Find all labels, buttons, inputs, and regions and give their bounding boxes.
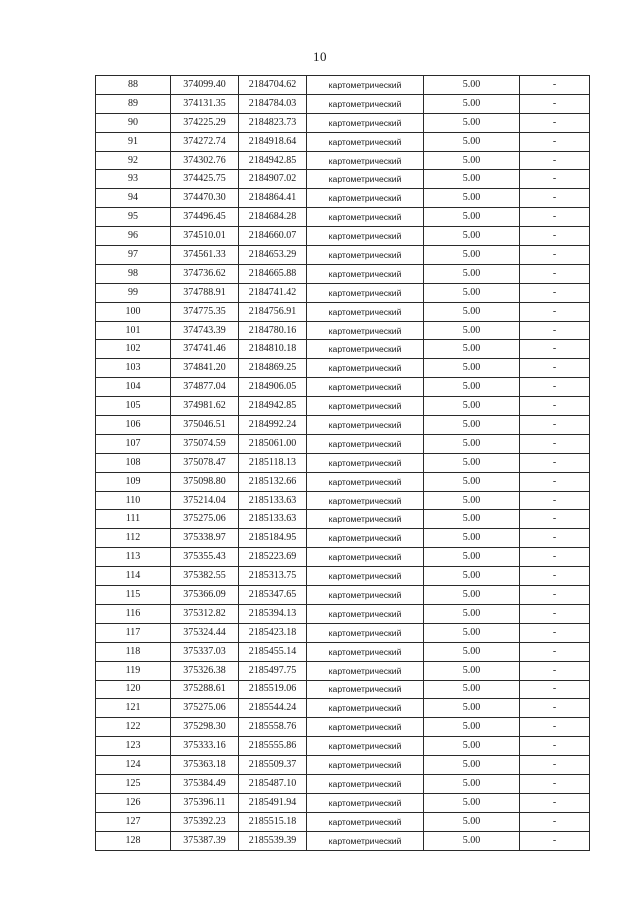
x-coordinate-cell: 375288.61 bbox=[171, 680, 239, 699]
point-number-cell: 114 bbox=[96, 567, 171, 586]
point-number-cell: 118 bbox=[96, 642, 171, 661]
accuracy-cell: 5.00 bbox=[424, 453, 520, 472]
description-cell: - bbox=[520, 491, 590, 510]
method-cell: картометрический bbox=[307, 434, 424, 453]
x-coordinate-cell: 375275.06 bbox=[171, 510, 239, 529]
x-coordinate-cell: 375384.49 bbox=[171, 774, 239, 793]
y-coordinate-cell: 2185118.13 bbox=[239, 453, 307, 472]
description-cell: - bbox=[520, 586, 590, 605]
accuracy-cell: 5.00 bbox=[424, 302, 520, 321]
table-row bbox=[96, 340, 590, 359]
x-coordinate-cell: 375366.09 bbox=[171, 586, 239, 605]
table-row bbox=[96, 378, 590, 397]
accuracy-cell: 5.00 bbox=[424, 567, 520, 586]
accuracy-cell: 5.00 bbox=[424, 434, 520, 453]
point-number-cell: 89 bbox=[96, 94, 171, 113]
coordinates-table-body bbox=[96, 76, 590, 851]
point-number-cell: 95 bbox=[96, 208, 171, 227]
x-coordinate-cell: 375355.43 bbox=[171, 548, 239, 567]
y-coordinate-cell: 2185394.13 bbox=[239, 604, 307, 623]
point-number-cell: 108 bbox=[96, 453, 171, 472]
x-coordinate-cell: 375214.04 bbox=[171, 491, 239, 510]
description-cell: - bbox=[520, 264, 590, 283]
method-cell: картометрический bbox=[307, 264, 424, 283]
accuracy-cell: 5.00 bbox=[424, 246, 520, 265]
point-number-cell: 120 bbox=[96, 680, 171, 699]
description-cell: - bbox=[520, 680, 590, 699]
table-row bbox=[96, 567, 590, 586]
table-row bbox=[96, 642, 590, 661]
y-coordinate-cell: 2184653.29 bbox=[239, 246, 307, 265]
description-cell: - bbox=[520, 510, 590, 529]
accuracy-cell: 5.00 bbox=[424, 321, 520, 340]
table-row bbox=[96, 718, 590, 737]
x-coordinate-cell: 374425.75 bbox=[171, 170, 239, 189]
accuracy-cell: 5.00 bbox=[424, 756, 520, 775]
method-cell: картометрический bbox=[307, 491, 424, 510]
method-cell: картометрический bbox=[307, 302, 424, 321]
point-number-cell: 119 bbox=[96, 661, 171, 680]
coordinates-table bbox=[95, 75, 590, 851]
point-number-cell: 90 bbox=[96, 113, 171, 132]
method-cell: картометрический bbox=[307, 756, 424, 775]
x-coordinate-cell: 375298.30 bbox=[171, 718, 239, 737]
accuracy-cell: 5.00 bbox=[424, 264, 520, 283]
y-coordinate-cell: 2185133.63 bbox=[239, 491, 307, 510]
x-coordinate-cell: 375396.11 bbox=[171, 793, 239, 812]
method-cell: картометрический bbox=[307, 113, 424, 132]
point-number-cell: 92 bbox=[96, 151, 171, 170]
point-number-cell: 93 bbox=[96, 170, 171, 189]
method-cell: картометрический bbox=[307, 94, 424, 113]
point-number-cell: 103 bbox=[96, 359, 171, 378]
accuracy-cell: 5.00 bbox=[424, 132, 520, 151]
point-number-cell: 101 bbox=[96, 321, 171, 340]
accuracy-cell: 5.00 bbox=[424, 680, 520, 699]
point-number-cell: 111 bbox=[96, 510, 171, 529]
table-row bbox=[96, 623, 590, 642]
method-cell: картометрический bbox=[307, 680, 424, 699]
x-coordinate-cell: 374131.35 bbox=[171, 94, 239, 113]
method-cell: картометрический bbox=[307, 170, 424, 189]
description-cell: - bbox=[520, 756, 590, 775]
table-row bbox=[96, 831, 590, 850]
point-number-cell: 125 bbox=[96, 774, 171, 793]
description-cell: - bbox=[520, 76, 590, 95]
y-coordinate-cell: 2184810.18 bbox=[239, 340, 307, 359]
description-cell: - bbox=[520, 699, 590, 718]
accuracy-cell: 5.00 bbox=[424, 416, 520, 435]
description-cell: - bbox=[520, 302, 590, 321]
description-cell: - bbox=[520, 227, 590, 246]
y-coordinate-cell: 2185423.18 bbox=[239, 623, 307, 642]
y-coordinate-cell: 2184741.42 bbox=[239, 283, 307, 302]
description-cell: - bbox=[520, 151, 590, 170]
y-coordinate-cell: 2185132.66 bbox=[239, 472, 307, 491]
x-coordinate-cell: 375275.06 bbox=[171, 699, 239, 718]
description-cell: - bbox=[520, 359, 590, 378]
x-coordinate-cell: 374775.35 bbox=[171, 302, 239, 321]
table-row bbox=[96, 699, 590, 718]
accuracy-cell: 5.00 bbox=[424, 586, 520, 605]
y-coordinate-cell: 2185519.06 bbox=[239, 680, 307, 699]
point-number-cell: 106 bbox=[96, 416, 171, 435]
table-row bbox=[96, 434, 590, 453]
y-coordinate-cell: 2185515.18 bbox=[239, 812, 307, 831]
method-cell: картометрический bbox=[307, 661, 424, 680]
accuracy-cell: 5.00 bbox=[424, 510, 520, 529]
accuracy-cell: 5.00 bbox=[424, 340, 520, 359]
y-coordinate-cell: 2185347.65 bbox=[239, 586, 307, 605]
x-coordinate-cell: 375324.44 bbox=[171, 623, 239, 642]
y-coordinate-cell: 2185133.63 bbox=[239, 510, 307, 529]
accuracy-cell: 5.00 bbox=[424, 378, 520, 397]
point-number-cell: 123 bbox=[96, 737, 171, 756]
accuracy-cell: 5.00 bbox=[424, 113, 520, 132]
description-cell: - bbox=[520, 434, 590, 453]
description-cell: - bbox=[520, 661, 590, 680]
x-coordinate-cell: 375387.39 bbox=[171, 831, 239, 850]
method-cell: картометрический bbox=[307, 246, 424, 265]
y-coordinate-cell: 2184918.64 bbox=[239, 132, 307, 151]
x-coordinate-cell: 374741.46 bbox=[171, 340, 239, 359]
method-cell: картометрический bbox=[307, 416, 424, 435]
description-cell: - bbox=[520, 397, 590, 416]
table-row bbox=[96, 793, 590, 812]
y-coordinate-cell: 2185491.94 bbox=[239, 793, 307, 812]
accuracy-cell: 5.00 bbox=[424, 189, 520, 208]
x-coordinate-cell: 375326.38 bbox=[171, 661, 239, 680]
description-cell: - bbox=[520, 416, 590, 435]
method-cell: картометрический bbox=[307, 510, 424, 529]
method-cell: картометрический bbox=[307, 812, 424, 831]
x-coordinate-cell: 374272.74 bbox=[171, 132, 239, 151]
accuracy-cell: 5.00 bbox=[424, 623, 520, 642]
method-cell: картометрический bbox=[307, 737, 424, 756]
x-coordinate-cell: 374302.76 bbox=[171, 151, 239, 170]
method-cell: картометрический bbox=[307, 529, 424, 548]
y-coordinate-cell: 2185313.75 bbox=[239, 567, 307, 586]
table-row bbox=[96, 812, 590, 831]
description-cell: - bbox=[520, 472, 590, 491]
table-row bbox=[96, 227, 590, 246]
table-row bbox=[96, 132, 590, 151]
accuracy-cell: 5.00 bbox=[424, 359, 520, 378]
method-cell: картометрический bbox=[307, 76, 424, 95]
method-cell: картометрический bbox=[307, 642, 424, 661]
description-cell: - bbox=[520, 567, 590, 586]
table-row bbox=[96, 246, 590, 265]
x-coordinate-cell: 375392.23 bbox=[171, 812, 239, 831]
point-number-cell: 116 bbox=[96, 604, 171, 623]
y-coordinate-cell: 2184907.02 bbox=[239, 170, 307, 189]
y-coordinate-cell: 2185223.69 bbox=[239, 548, 307, 567]
x-coordinate-cell: 374510.01 bbox=[171, 227, 239, 246]
description-cell: - bbox=[520, 113, 590, 132]
point-number-cell: 94 bbox=[96, 189, 171, 208]
x-coordinate-cell: 374099.40 bbox=[171, 76, 239, 95]
table-row bbox=[96, 283, 590, 302]
table-row bbox=[96, 397, 590, 416]
x-coordinate-cell: 375078.47 bbox=[171, 453, 239, 472]
method-cell: картометрический bbox=[307, 699, 424, 718]
accuracy-cell: 5.00 bbox=[424, 397, 520, 416]
description-cell: - bbox=[520, 208, 590, 227]
x-coordinate-cell: 374470.30 bbox=[171, 189, 239, 208]
method-cell: картометрический bbox=[307, 453, 424, 472]
table-row bbox=[96, 189, 590, 208]
accuracy-cell: 5.00 bbox=[424, 793, 520, 812]
accuracy-cell: 5.00 bbox=[424, 831, 520, 850]
table-row bbox=[96, 737, 590, 756]
point-number-cell: 107 bbox=[96, 434, 171, 453]
table-row bbox=[96, 76, 590, 95]
accuracy-cell: 5.00 bbox=[424, 737, 520, 756]
accuracy-cell: 5.00 bbox=[424, 642, 520, 661]
description-cell: - bbox=[520, 623, 590, 642]
point-number-cell: 115 bbox=[96, 586, 171, 605]
table-row bbox=[96, 94, 590, 113]
table-row bbox=[96, 586, 590, 605]
table-row bbox=[96, 321, 590, 340]
table-row bbox=[96, 491, 590, 510]
description-cell: - bbox=[520, 378, 590, 397]
point-number-cell: 121 bbox=[96, 699, 171, 718]
x-coordinate-cell: 375098.80 bbox=[171, 472, 239, 491]
x-coordinate-cell: 375333.16 bbox=[171, 737, 239, 756]
description-cell: - bbox=[520, 718, 590, 737]
method-cell: картометрический bbox=[307, 623, 424, 642]
point-number-cell: 128 bbox=[96, 831, 171, 850]
point-number-cell: 126 bbox=[96, 793, 171, 812]
method-cell: картометрический bbox=[307, 340, 424, 359]
y-coordinate-cell: 2185487.10 bbox=[239, 774, 307, 793]
accuracy-cell: 5.00 bbox=[424, 812, 520, 831]
x-coordinate-cell: 375046.51 bbox=[171, 416, 239, 435]
y-coordinate-cell: 2185509.37 bbox=[239, 756, 307, 775]
method-cell: картометрический bbox=[307, 831, 424, 850]
table-row bbox=[96, 302, 590, 321]
x-coordinate-cell: 375338.97 bbox=[171, 529, 239, 548]
accuracy-cell: 5.00 bbox=[424, 491, 520, 510]
description-cell: - bbox=[520, 642, 590, 661]
point-number-cell: 88 bbox=[96, 76, 171, 95]
method-cell: картометрический bbox=[307, 189, 424, 208]
table-row bbox=[96, 661, 590, 680]
table-row bbox=[96, 453, 590, 472]
x-coordinate-cell: 374788.91 bbox=[171, 283, 239, 302]
table-row bbox=[96, 208, 590, 227]
accuracy-cell: 5.00 bbox=[424, 548, 520, 567]
method-cell: картометрический bbox=[307, 151, 424, 170]
description-cell: - bbox=[520, 774, 590, 793]
method-cell: картометрический bbox=[307, 321, 424, 340]
point-number-cell: 127 bbox=[96, 812, 171, 831]
y-coordinate-cell: 2184660.07 bbox=[239, 227, 307, 246]
description-cell: - bbox=[520, 283, 590, 302]
method-cell: картометрический bbox=[307, 567, 424, 586]
table-row bbox=[96, 604, 590, 623]
point-number-cell: 110 bbox=[96, 491, 171, 510]
description-cell: - bbox=[520, 793, 590, 812]
table-row bbox=[96, 548, 590, 567]
point-number-cell: 104 bbox=[96, 378, 171, 397]
method-cell: картометрический bbox=[307, 359, 424, 378]
table-row bbox=[96, 359, 590, 378]
page-number: 10 bbox=[313, 49, 327, 64]
y-coordinate-cell: 2184756.91 bbox=[239, 302, 307, 321]
description-cell: - bbox=[520, 548, 590, 567]
method-cell: картометрический bbox=[307, 378, 424, 397]
table-row bbox=[96, 264, 590, 283]
accuracy-cell: 5.00 bbox=[424, 472, 520, 491]
accuracy-cell: 5.00 bbox=[424, 208, 520, 227]
y-coordinate-cell: 2185555.86 bbox=[239, 737, 307, 756]
accuracy-cell: 5.00 bbox=[424, 529, 520, 548]
method-cell: картометрический bbox=[307, 208, 424, 227]
point-number-cell: 113 bbox=[96, 548, 171, 567]
description-cell: - bbox=[520, 604, 590, 623]
x-coordinate-cell: 375382.55 bbox=[171, 567, 239, 586]
description-cell: - bbox=[520, 170, 590, 189]
method-cell: картометрический bbox=[307, 397, 424, 416]
point-number-cell: 99 bbox=[96, 283, 171, 302]
accuracy-cell: 5.00 bbox=[424, 604, 520, 623]
accuracy-cell: 5.00 bbox=[424, 94, 520, 113]
point-number-cell: 98 bbox=[96, 264, 171, 283]
y-coordinate-cell: 2184780.16 bbox=[239, 321, 307, 340]
point-number-cell: 109 bbox=[96, 472, 171, 491]
accuracy-cell: 5.00 bbox=[424, 718, 520, 737]
point-number-cell: 97 bbox=[96, 246, 171, 265]
method-cell: картометрический bbox=[307, 227, 424, 246]
x-coordinate-cell: 375363.18 bbox=[171, 756, 239, 775]
y-coordinate-cell: 2184784.03 bbox=[239, 94, 307, 113]
description-cell: - bbox=[520, 246, 590, 265]
y-coordinate-cell: 2184823.73 bbox=[239, 113, 307, 132]
point-number-cell: 117 bbox=[96, 623, 171, 642]
y-coordinate-cell: 2185539.39 bbox=[239, 831, 307, 850]
x-coordinate-cell: 375312.82 bbox=[171, 604, 239, 623]
y-coordinate-cell: 2185184.95 bbox=[239, 529, 307, 548]
method-cell: картометрический bbox=[307, 472, 424, 491]
description-cell: - bbox=[520, 94, 590, 113]
table-row bbox=[96, 151, 590, 170]
y-coordinate-cell: 2184942.85 bbox=[239, 151, 307, 170]
method-cell: картометрический bbox=[307, 586, 424, 605]
x-coordinate-cell: 374743.39 bbox=[171, 321, 239, 340]
point-number-cell: 122 bbox=[96, 718, 171, 737]
y-coordinate-cell: 2185455.14 bbox=[239, 642, 307, 661]
description-cell: - bbox=[520, 340, 590, 359]
y-coordinate-cell: 2185497.75 bbox=[239, 661, 307, 680]
x-coordinate-cell: 374561.33 bbox=[171, 246, 239, 265]
x-coordinate-cell: 374841.20 bbox=[171, 359, 239, 378]
table-row bbox=[96, 472, 590, 491]
point-number-cell: 102 bbox=[96, 340, 171, 359]
y-coordinate-cell: 2185544.24 bbox=[239, 699, 307, 718]
y-coordinate-cell: 2185061.00 bbox=[239, 434, 307, 453]
method-cell: картометрический bbox=[307, 774, 424, 793]
description-cell: - bbox=[520, 831, 590, 850]
y-coordinate-cell: 2184906.05 bbox=[239, 378, 307, 397]
description-cell: - bbox=[520, 529, 590, 548]
table-row bbox=[96, 113, 590, 132]
method-cell: картометрический bbox=[307, 283, 424, 302]
y-coordinate-cell: 2184992.24 bbox=[239, 416, 307, 435]
method-cell: картометрический bbox=[307, 793, 424, 812]
accuracy-cell: 5.00 bbox=[424, 699, 520, 718]
x-coordinate-cell: 375074.59 bbox=[171, 434, 239, 453]
accuracy-cell: 5.00 bbox=[424, 283, 520, 302]
method-cell: картометрический bbox=[307, 132, 424, 151]
x-coordinate-cell: 374496.45 bbox=[171, 208, 239, 227]
y-coordinate-cell: 2184704.62 bbox=[239, 76, 307, 95]
description-cell: - bbox=[520, 132, 590, 151]
x-coordinate-cell: 374736.62 bbox=[171, 264, 239, 283]
table-row bbox=[96, 774, 590, 793]
y-coordinate-cell: 2184684.28 bbox=[239, 208, 307, 227]
table-row bbox=[96, 170, 590, 189]
table-row bbox=[96, 510, 590, 529]
table-row bbox=[96, 756, 590, 775]
y-coordinate-cell: 2184942.85 bbox=[239, 397, 307, 416]
point-number-cell: 96 bbox=[96, 227, 171, 246]
point-number-cell: 91 bbox=[96, 132, 171, 151]
accuracy-cell: 5.00 bbox=[424, 227, 520, 246]
x-coordinate-cell: 375337.03 bbox=[171, 642, 239, 661]
accuracy-cell: 5.00 bbox=[424, 76, 520, 95]
description-cell: - bbox=[520, 321, 590, 340]
table-row bbox=[96, 416, 590, 435]
accuracy-cell: 5.00 bbox=[424, 151, 520, 170]
y-coordinate-cell: 2184665.88 bbox=[239, 264, 307, 283]
table-row bbox=[96, 529, 590, 548]
method-cell: картометрический bbox=[307, 718, 424, 737]
point-number-cell: 100 bbox=[96, 302, 171, 321]
x-coordinate-cell: 374225.29 bbox=[171, 113, 239, 132]
accuracy-cell: 5.00 bbox=[424, 661, 520, 680]
description-cell: - bbox=[520, 453, 590, 472]
point-number-cell: 105 bbox=[96, 397, 171, 416]
accuracy-cell: 5.00 bbox=[424, 774, 520, 793]
description-cell: - bbox=[520, 189, 590, 208]
method-cell: картометрический bbox=[307, 604, 424, 623]
y-coordinate-cell: 2184869.25 bbox=[239, 359, 307, 378]
description-cell: - bbox=[520, 737, 590, 756]
point-number-cell: 124 bbox=[96, 756, 171, 775]
x-coordinate-cell: 374877.04 bbox=[171, 378, 239, 397]
x-coordinate-cell: 374981.62 bbox=[171, 397, 239, 416]
description-cell: - bbox=[520, 812, 590, 831]
method-cell: картометрический bbox=[307, 548, 424, 567]
accuracy-cell: 5.00 bbox=[424, 170, 520, 189]
point-number-cell: 112 bbox=[96, 529, 171, 548]
y-coordinate-cell: 2184864.41 bbox=[239, 189, 307, 208]
y-coordinate-cell: 2185558.76 bbox=[239, 718, 307, 737]
table-row bbox=[96, 680, 590, 699]
